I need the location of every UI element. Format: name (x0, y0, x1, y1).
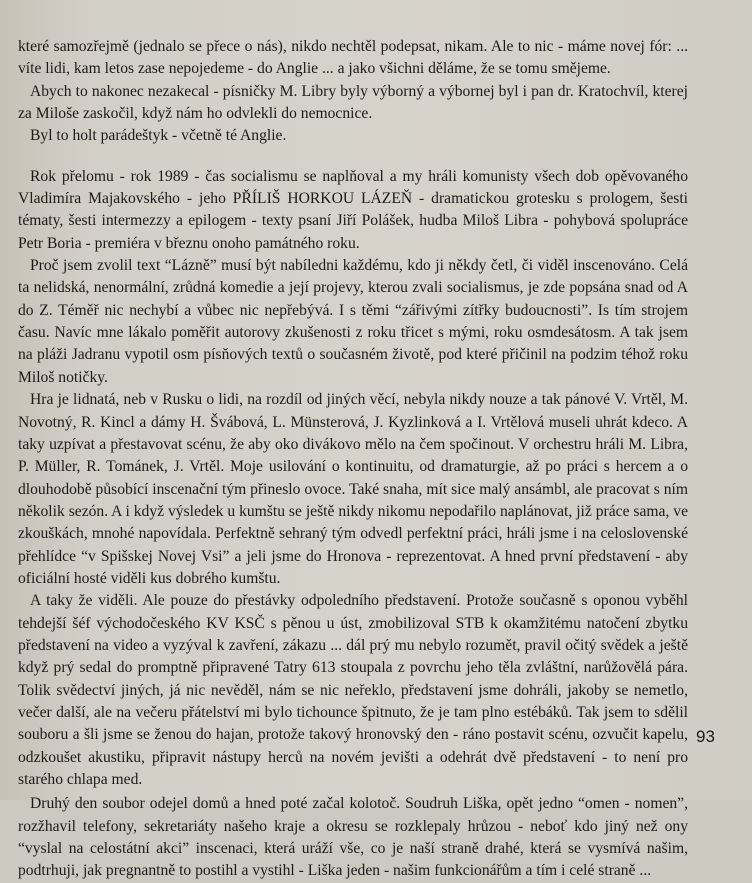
page-text (18, 36, 688, 883)
paragraph-5: Proč jsem zvolil text “Lázně” musí být nabíledni každému, kdo ji někdy četl, či viděl inscenováno. Celá ta nelidská, nenormální, zrůdná komedie a její projevy, kterou zvali socialismus, je zde popsána snad od A do Z. Téměř nic nechybí a vůbec nic nepřebývá. I s těmi “zářivými zítřky budoucnosti”. Is tím strojem času. Navíc mne lákalo poměřit autorovy zkušenosti z roku třicet s mými, roku osmdesátosm. A tak jsem na pláži Jadranu vypotil osm písňových textů o současném životě, pod které přičinil na podzim téhož roku Miloš notičky. (18, 257, 688, 386)
paragraph-6: Hra je lidnatá, neb v Rusku o lidi, na rozdíl od jiných věcí, nebyla nikdy nouze a tak pánové V. Vrtěl, M. Novotný, R. Kincl a dámy H. Švábová, L. Münsterová, J. Kyzlinková a I. Vrtělová museli uhrát kdeco. A taky uzpívat a přestavovat scénu, že aby oko divákovo mělo na čem spočinout. V orchestru hráli M. Libra, P. Müller, R. Tománek, J. Vrtěl. Moje usilování o kontinuitu, od dramaturgie, až po práci s hercem a o dlouhodobě působící inscenační tým přineslo ovoce. Také snaha, mít sice malý ansámbl, ale pracovat s ním několik sezón. A i když výsledek u kumštu se ještě nikdy nikomu nepodařilo naplánovat, již práce sama, ve zkouškách, mnohé napovídala. Perfektně sehraný tým odvedl perfektní práci, hráli jsme i na celoslovenské přehlídce “v Spišskej Novej Vsi” a jeli jsme do Hronova - reprezentovat. A hned první představení - aby oficiální hosté viděli kus dobrého kumštu. (18, 391, 688, 587)
paragraph-4: Rok přelomu - rok 1989 - čas socialismu se naplňoval a my hráli komunisty všech dob opěvovaného Vladimíra Majakovského - jeho PŘÍLIŠ HORKOU LÁZEŇ - dramatickou grotesku s prologem, šesti tématy, šesti intermezzy a epilogem - texty psaní Jiří Polášek, hudba Miloš Libra - pohybová spolupráce Petr Boria - premiéra v březnu onoho památného roku. (18, 167, 688, 252)
paragraph-2: Abych to nakonec nezakecal - písničky M. Libry byly výborný a výbornej byl i pan dr. Kratochvíl, kterej za Miloše zaskočil, když nám ho odvlekli do nemocnice. (18, 82, 688, 123)
paragraph-8: Druhý den soubor odejel domů a hned poté začal kolotoč. Soudruh Liška, opět jedno “omen - nomen”, rozžhavil telefony, sekretariáty našeho kraje a okresu se rozklepaly hrůzou - neboť kdo jiný než ony “vyslal na celostátní akci” inscenaci, která uráží vše, co je naší straně drahé, která se vysmívá našim, podtrhuji, jak pregnantně to postihl a vystihl - Liška jeden - našim funkcionářům a tím i celé straně ... (18, 795, 688, 880)
paragraph-1: které samozřejmě (jednalo se přece o nás), nikdo nechtěl podepsat, nikam. Ale to nic - máme novej fór: ... víte lidi, kam letos zase nepojedeme - do Anglie ... a jako všichni děláme, že se tomu smějeme. (18, 38, 688, 78)
paragraph-3: Byl to holt parádeštyk - včetně té Anglie. (30, 127, 287, 145)
page-number: 93 (696, 727, 715, 746)
paragraph-7: A taky že viděli. Ale pouze do přestávky odpoledního představení. Protože současně s oponou vyběhl tehdejší šéf východočeského KV KSČ s pěnou u úst, zmobilizoval STB k okamžitému natočení zbytku představení na video a vyzýval k zavření, zákazu ... dál prý mu nebylo rozumět, pravil očitý svědek a ještě když prý sedal do promptně připravené Tatry 613 stoupala z povrchu jeho těla zvláštní, narůžovělá pára. Tolik svědectví jiných, já nic nevěděl, nám se nic neřeklo, představení jsme dohráli, jakoby se nemetlo, večer další, ale na večeru přátelství mi bylo tichounce špitnuto, že je tam plno estébáků. Tak jsem to sdělil souboru a šli jsme se ženou do hajan, protože takový hronovský den - ráno postavit scénu, ozvučit kapelu, odzkoušet akustiku, připravit nástupy herců na novém jevišti a odehrát dvě představení - to není pro starého chlapa med. (18, 592, 688, 788)
